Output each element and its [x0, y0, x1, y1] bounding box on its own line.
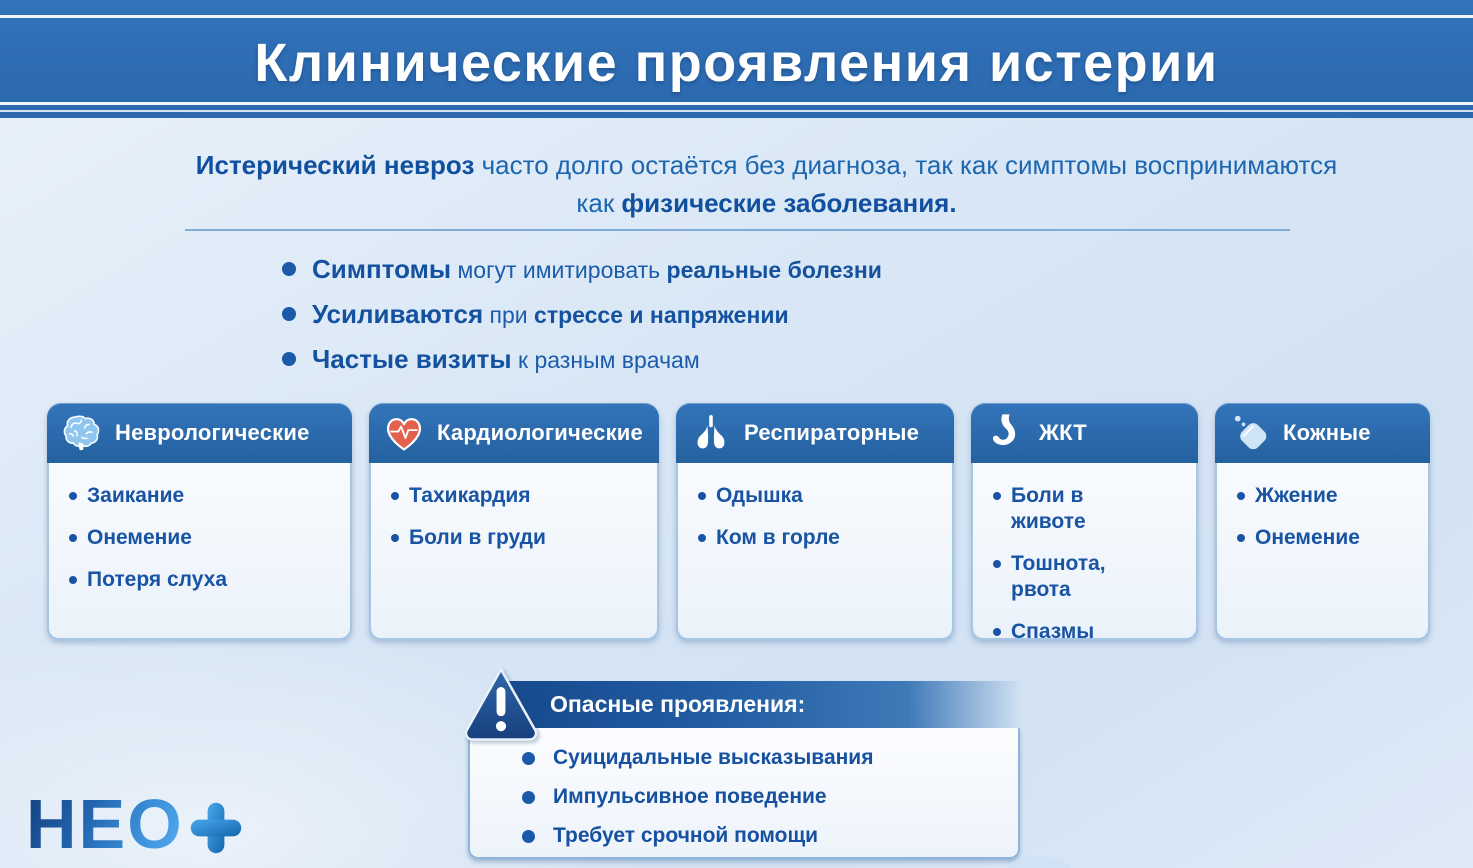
card-item-text: Боли в животе [1011, 484, 1086, 533]
card-item-text: Тошнота, рвота [1011, 552, 1106, 601]
heart-icon [381, 410, 427, 456]
bullet-icon [993, 628, 1001, 636]
key-point-2 [282, 297, 882, 331]
card-header [47, 403, 352, 463]
card-item-text: Ком в горле [716, 526, 840, 549]
card-title: Кардиологические [437, 420, 643, 445]
card-header [1215, 403, 1430, 463]
card-body [369, 463, 659, 640]
key-point-text [312, 344, 700, 375]
bullet-icon [69, 534, 77, 542]
card-title: Кожные [1283, 420, 1371, 445]
card-item [391, 483, 649, 509]
card-item [698, 483, 944, 509]
intro-bold-2: физические заболевания. [621, 188, 957, 218]
card-body [47, 463, 352, 640]
key-point-1 [282, 252, 882, 286]
intro-bold-1: Истерический невроз [195, 150, 475, 180]
card-item [698, 525, 944, 551]
card-title: ЖКТ [1039, 420, 1087, 445]
card-item [391, 525, 649, 551]
brand-logo [26, 785, 244, 863]
key-points-list [282, 252, 882, 387]
intro-text-2: как [576, 188, 622, 218]
card-item-text: Онемение [1255, 526, 1360, 549]
card-item-text: Жжение [1255, 484, 1338, 507]
header-bottom-line-1 [0, 102, 1473, 105]
card-body [1215, 463, 1430, 640]
stomach-icon [983, 410, 1029, 456]
card-title: Неврологические [115, 420, 310, 445]
key-point-strong: стрессе и напряжении [534, 301, 789, 328]
intro-text-1: часто долго остаётся без диагноза, так как симптомы воспринимаются [474, 150, 1338, 180]
bullet-icon [522, 791, 535, 804]
card-header [369, 403, 659, 463]
bullet-icon [282, 352, 296, 366]
card-item-text: Заикание [87, 484, 185, 507]
card-item-text: Спазмы [1011, 620, 1095, 643]
warning-title: Опасные проявления: [550, 691, 806, 717]
key-point-text [312, 254, 882, 285]
bullet-icon [993, 560, 1001, 568]
warning-header-bar [505, 681, 1022, 728]
card-item-text: Онемение [87, 526, 192, 549]
card-skin [1215, 403, 1430, 640]
bullet-icon [282, 262, 296, 276]
intro-paragraph [70, 146, 1463, 222]
card-item-text: Боли в груди [409, 526, 546, 549]
card-title: Респираторные [744, 420, 920, 445]
card-item [69, 525, 342, 551]
skin-icon [1227, 410, 1273, 456]
symptom-cards-row [47, 403, 1430, 643]
key-point-mid: могут имитировать [451, 256, 667, 283]
key-point-mid: при [483, 301, 535, 328]
warning-item [522, 819, 1008, 853]
bullet-icon [69, 492, 77, 500]
warning-panel [468, 728, 1020, 859]
card-header [676, 403, 954, 463]
card-gastrointestinal [971, 403, 1198, 643]
card-item-text: Тахикардия [409, 484, 531, 507]
brain-icon [59, 410, 105, 456]
bullet-icon [698, 492, 706, 500]
card-respiratory [676, 403, 954, 640]
card-item-text: Одышка [716, 484, 803, 507]
warning-item-text: Требует срочной помощи [553, 824, 819, 847]
card-cardiological [369, 403, 659, 640]
card-body [971, 463, 1198, 643]
bullet-icon [391, 492, 399, 500]
card-item [69, 483, 342, 509]
bullet-icon [69, 576, 77, 584]
card-body [676, 463, 954, 640]
key-point-text [312, 299, 789, 330]
card-item [1237, 525, 1420, 551]
bullet-icon [1237, 492, 1245, 500]
header-top-line [0, 15, 1473, 18]
card-item [993, 483, 1188, 535]
key-point-strong: реальные болезни [666, 256, 882, 283]
warning-item-text: Импульсивное поведение [553, 785, 827, 808]
bullet-icon [698, 534, 706, 542]
warning-item [522, 741, 1008, 775]
decorative-circle [1008, 856, 1070, 868]
key-point-lead: Частые визиты [312, 343, 512, 374]
card-item [1237, 483, 1420, 509]
plus-icon [188, 800, 244, 856]
card-item [69, 567, 342, 593]
card-header [971, 403, 1198, 463]
card-item-text: Потеря слуха [87, 568, 228, 591]
key-point-lead: Усиливаются [312, 298, 484, 329]
warning-item-text: Суицидальные высказывания [553, 746, 874, 769]
bullet-icon [522, 752, 535, 765]
card-item [993, 551, 1188, 603]
key-point-mid: к разным врачам [511, 346, 700, 373]
bullet-icon [522, 830, 535, 843]
warning-item [522, 780, 1008, 814]
header-bottom-line-2 [0, 110, 1473, 112]
intro-line-1 [70, 146, 1463, 184]
page-title: Клинические проявления истерии [254, 33, 1219, 93]
intro-line-2 [70, 184, 1463, 222]
header-band [0, 0, 1473, 118]
intro-divider [185, 229, 1290, 231]
bullet-icon [391, 534, 399, 542]
warning-icon [459, 663, 543, 749]
card-item [993, 619, 1188, 645]
bullet-icon [282, 307, 296, 321]
key-point-3 [282, 342, 882, 376]
logo-text: НЕО [26, 785, 184, 863]
card-neurological [47, 403, 352, 640]
bullet-icon [1237, 534, 1245, 542]
lungs-icon [688, 410, 734, 456]
bullet-icon [993, 492, 1001, 500]
key-point-lead: Симптомы [312, 253, 452, 284]
